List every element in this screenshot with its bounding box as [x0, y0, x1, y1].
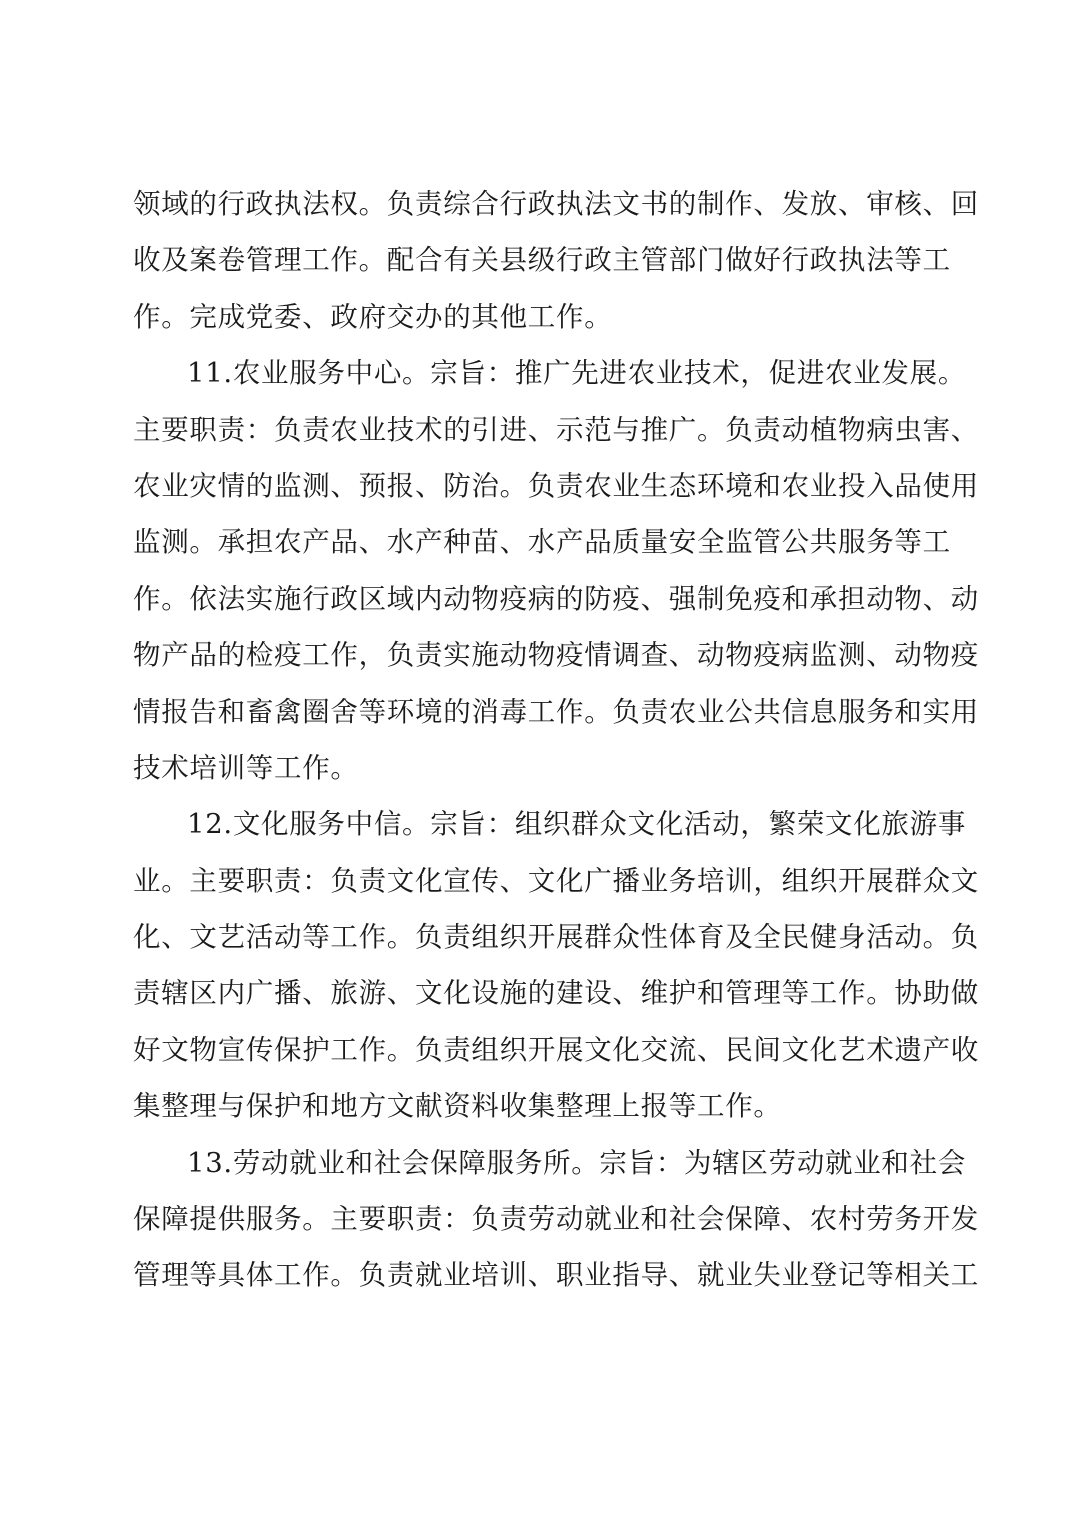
text-line: 作。完成党委、政府交办的其他工作。: [133, 300, 613, 333]
text-line: 化、文艺活动等工作。负责组织开展群众性体育及全民健身活动。负: [133, 921, 979, 954]
text-line: 作。依法实施行政区域内动物疫病的防疫、强制免疫和承担动物、动: [133, 582, 979, 615]
text-line: 领域的行政执法权。负责综合行政执法文书的制作、发放、审核、回: [133, 188, 979, 220]
text-line: 责辖区内广播、旅游、文化设施的建设、维护和管理等工作。协助做: [133, 977, 979, 1010]
text-line: 技术培训等工作。: [133, 751, 359, 784]
text-line: 集整理与保护和地方文献资料收集整理上报等工作。: [133, 1090, 782, 1123]
text-line: 收及案卷管理工作。配合有关县级行政主管部门做好行政执法等工: [133, 244, 951, 277]
text-line: 情报告和畜禽圈舍等环境的消毒工作。负责农业公共信息服务和实用: [133, 695, 979, 728]
text-line: 监测。承担农产品、水产种苗、水产品质量安全监管公共服务等工: [133, 526, 951, 559]
text-line: 保障提供服务。主要职责：负责劳动就业和社会保障、农村劳务开发: [133, 1203, 979, 1236]
text-line: 主要职责：负责农业技术的引进、示范与推广。负责动植物病虫害、: [133, 413, 979, 446]
text-line: 管理等具体工作。负责就业培训、职业指导、就业失业登记等相关工: [133, 1259, 979, 1292]
paragraph-12-heading-line: 12.文化服务中信。宗旨：组织群众文化活动，繁荣文化旅游事: [187, 808, 967, 841]
document-page: [133, 176, 979, 1304]
text-line: 业。主要职责：负责文化宣传、文化广播业务培训，组织开展群众文: [133, 864, 979, 897]
paragraph-13-heading-line: 13.劳动就业和社会保障服务所。宗旨：为辖区劳动就业和社会: [187, 1146, 967, 1179]
text-line: 好文物宣传保护工作。负责组织开展文化交流、民间文化艺术遗产收: [133, 1033, 979, 1066]
paragraph-11-heading-line: 11.农业服务中心。宗旨：推广先进农业技术，促进农业发展。: [187, 357, 967, 390]
text-line: 物产品的检疫工作，负责实施动物疫情调查、动物疫病监测、动物疫: [133, 639, 979, 672]
text-line: 农业灾情的监测、预报、防治。负责农业生态环境和农业投入品使用: [133, 469, 979, 502]
